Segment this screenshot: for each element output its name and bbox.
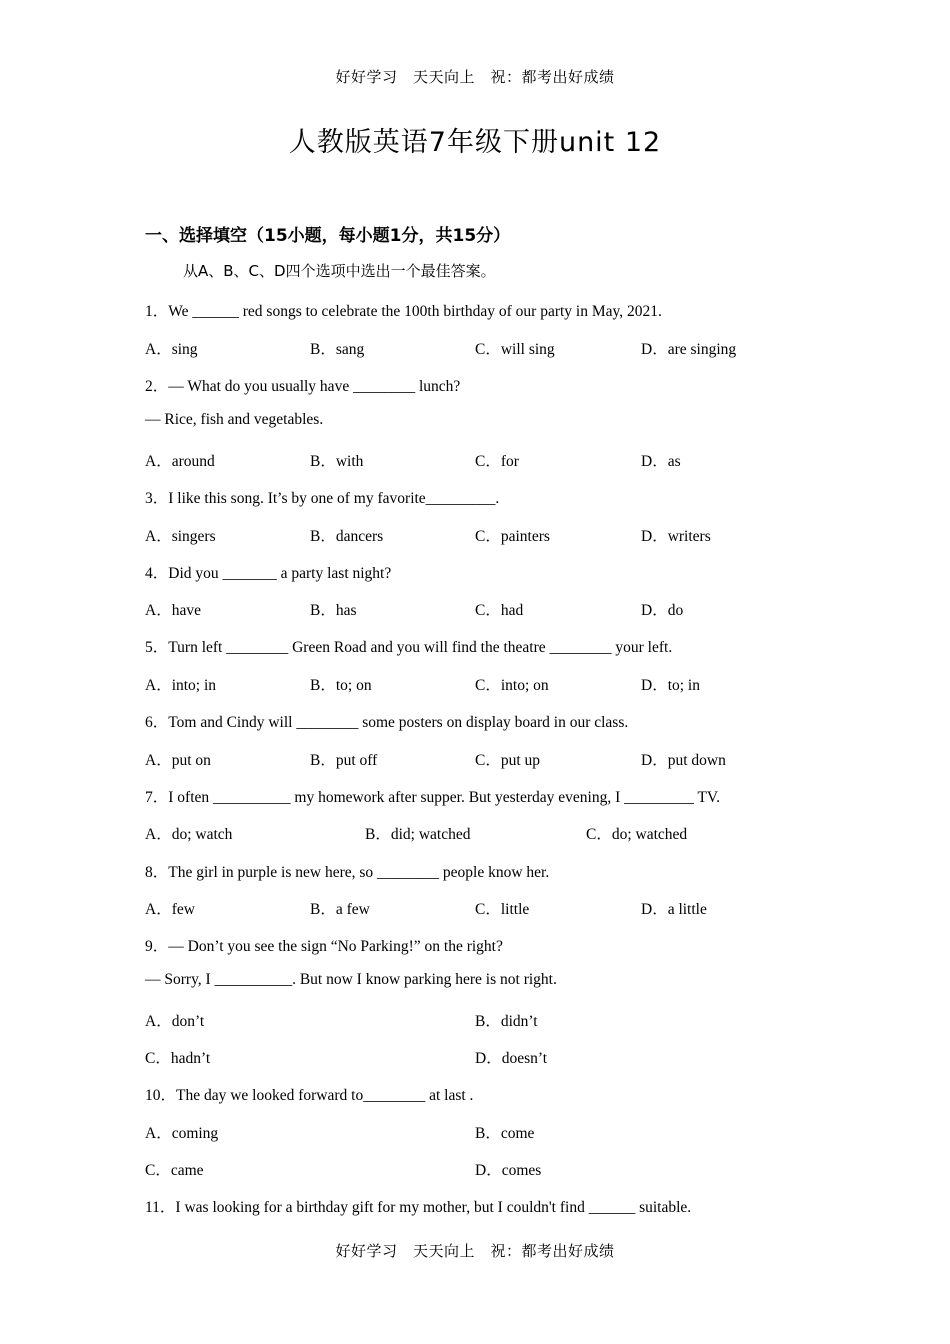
question-8: 8．The girl in purple is new here, so ________ people know her. [145,864,550,881]
q4-option-d: D．do [641,602,684,619]
q4-option-b: B．has [310,602,357,619]
q6-option-c: C．put up [475,752,541,769]
question-11: 11．I was looking for a birthday gift for my mother, but I couldn't find ______ suitable. [145,1199,692,1216]
question-5: 5．Turn left ________ Green Road and you will find the theatre ________ your left. [145,639,673,656]
question-7: 7．I often __________ my homework after supper. But yesterday evening, I _________ TV. [145,789,720,806]
page-title: 人教版英语7年级下册unit 12 [288,127,662,158]
question-6: 6．Tom and Cindy will ________ some posters on display board in our class. [145,714,629,731]
question-9: 9．— Don’t you see the sign “No Parking!” on the right? [145,938,503,955]
q1-option-d: D．are singing [641,341,737,358]
q6-option-b: B．put off [310,752,378,769]
q5-option-b: B．to; on [310,677,372,694]
page-footer: 好好学习 天天向上 祝：都考出好成绩 [335,1242,615,1260]
q5-option-c: C．into; on [475,677,549,694]
question-10: 10．The day we looked forward to________ at last . [145,1087,474,1104]
q8-option-b: B．a few [310,901,370,918]
q2-option-c: C．for [475,453,519,470]
question-3: 3．I like this song. It’s by one of my favorite_________. [145,490,500,507]
q5-option-a: A．into; in [145,677,217,694]
q3-option-a: A．singers [145,528,216,545]
section-heading: 一、选择填空（15小题，每小题1分，共15分） [145,226,511,246]
q2-option-b: B．with [310,453,364,470]
q10-option-b: B．come [475,1125,535,1142]
section-instruction: 从A、B、C、D四个选项中选出一个最佳答案。 [183,262,496,280]
q9-option-c: C．hadn’t [145,1050,211,1067]
question-4: 4．Did you _______ a party last night? [145,565,392,582]
q1-option-a: A．sing [145,341,198,358]
q9-option-b: B．didn’t [475,1013,538,1030]
q7-option-b: B．did; watched [365,826,471,843]
question-2: 2．— What do you usually have ________ lunch? [145,378,461,395]
question-9-reply: — Sorry, I __________. But now I know parking here is not right. [145,971,557,988]
q7-option-c: C．do; watched [586,826,688,843]
page-header: 好好学习 天天向上 祝：都考出好成绩 [335,68,615,86]
question-1: 1．We ______ red songs to celebrate the 100th birthday of our party in May, 2021. [145,303,662,320]
q8-option-d: D．a little [641,901,707,918]
q3-option-d: D．writers [641,528,711,545]
q9-option-d: D．doesn’t [475,1050,548,1067]
q10-option-a: A．coming [145,1125,219,1142]
q10-option-c: C．came [145,1162,204,1179]
q1-option-b: B．sang [310,341,365,358]
q7-option-a: A．do; watch [145,826,233,843]
q2-option-a: A．around [145,453,215,470]
q6-option-a: A．put on [145,752,211,769]
q3-option-b: B．dancers [310,528,384,545]
q2-option-d: D．as [641,453,681,470]
q6-option-d: D．put down [641,752,726,769]
q8-option-a: A．few [145,901,195,918]
question-2-reply: — Rice, fish and vegetables. [145,411,324,428]
q5-option-d: D．to; in [641,677,700,694]
q9-option-a: A．don’t [145,1013,205,1030]
q8-option-c: C．little [475,901,530,918]
q3-option-c: C．painters [475,528,550,545]
q1-option-c: C．will sing [475,341,555,358]
q10-option-d: D．comes [475,1162,542,1179]
q4-option-a: A．have [145,602,201,619]
q4-option-c: C．had [475,602,524,619]
